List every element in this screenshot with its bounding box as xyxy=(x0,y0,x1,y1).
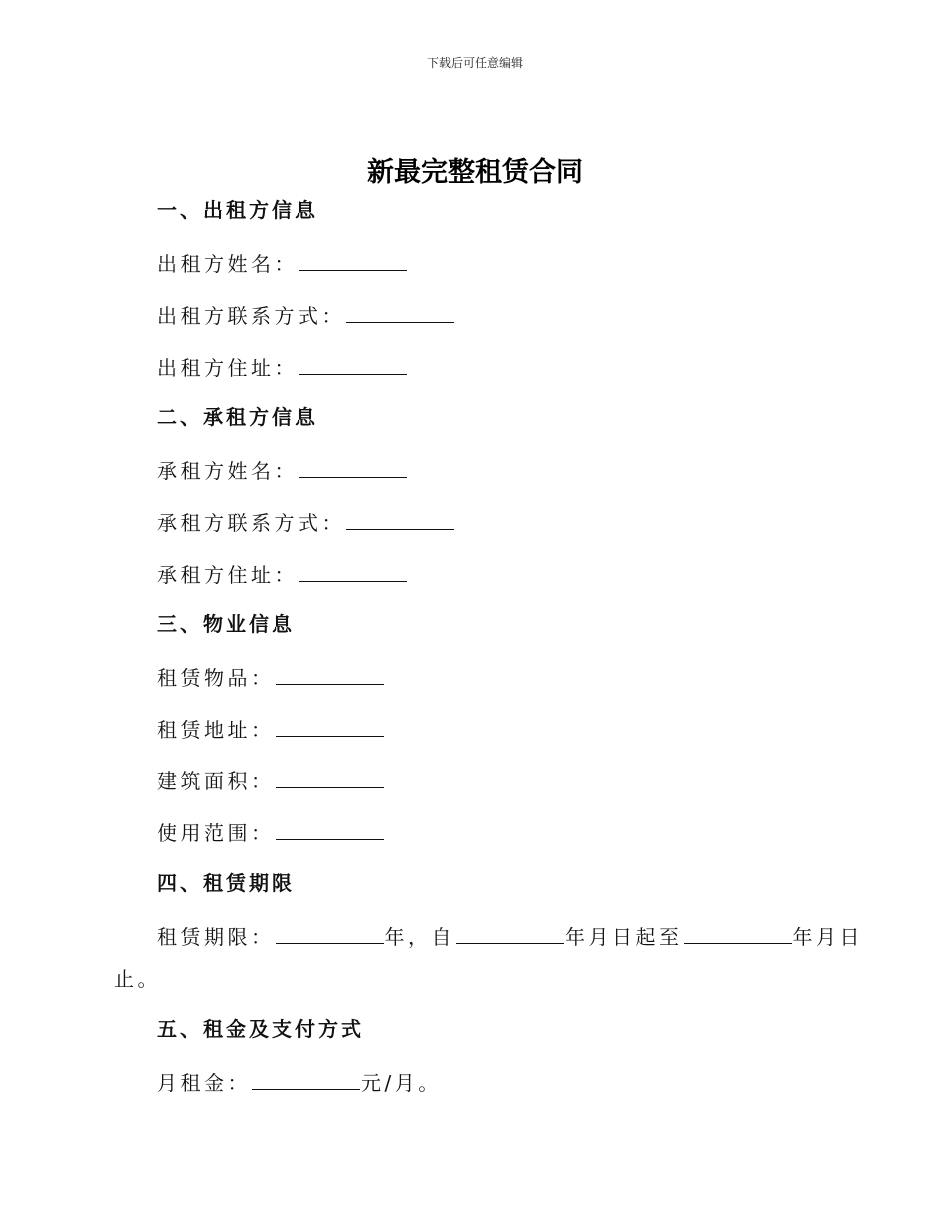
term-text: 年月日起至 xyxy=(565,925,683,949)
field-label: 出租方联系方式： xyxy=(157,304,345,328)
fill-blank[interactable] xyxy=(299,248,407,271)
field-label: 使用范围： xyxy=(157,821,275,845)
section-heading-property: 三、物业信息 xyxy=(157,612,295,636)
field-lessee-contact xyxy=(157,507,455,535)
fill-blank[interactable] xyxy=(252,1067,360,1090)
term-text: 年，自 xyxy=(384,925,455,949)
field-label: 月租金： xyxy=(157,1071,251,1095)
fill-blank[interactable] xyxy=(299,559,407,582)
field-property-scope xyxy=(157,817,385,845)
field-lessor-contact xyxy=(157,300,455,328)
document-title: 新最完整租赁合同 xyxy=(367,157,583,188)
field-label: 承租方姓名： xyxy=(157,459,298,483)
fill-blank-years[interactable] xyxy=(276,921,384,944)
field-property-address xyxy=(157,714,385,742)
fill-blank[interactable] xyxy=(276,714,384,737)
section-heading-lessee: 二、承租方信息 xyxy=(157,405,318,429)
term-line-end: 止。 xyxy=(114,967,161,991)
term-text: 年月日 xyxy=(792,925,863,949)
field-lease-term xyxy=(157,921,863,949)
fill-blank[interactable] xyxy=(346,507,454,530)
section-heading-lessor: 一、出租方信息 xyxy=(157,198,318,222)
field-lessor-name xyxy=(157,248,408,276)
field-label: 租赁物品： xyxy=(157,666,275,690)
field-lessee-name xyxy=(157,455,408,483)
rent-unit: 元/月。 xyxy=(361,1071,442,1095)
field-lessee-address xyxy=(157,559,408,587)
fill-blank[interactable] xyxy=(299,455,407,478)
fill-blank[interactable] xyxy=(276,765,384,788)
fill-blank-start-date[interactable] xyxy=(456,921,564,944)
fill-blank-end-date[interactable] xyxy=(684,921,792,944)
field-label: 出租方姓名： xyxy=(157,252,298,276)
field-label: 建筑面积： xyxy=(157,769,275,793)
fill-blank[interactable] xyxy=(346,300,454,323)
field-label: 承租方住址： xyxy=(157,563,298,587)
field-property-item xyxy=(157,662,385,690)
fill-blank[interactable] xyxy=(299,352,407,375)
field-label: 承租方联系方式： xyxy=(157,511,345,535)
fill-blank[interactable] xyxy=(276,817,384,840)
field-label: 出租方住址： xyxy=(157,356,298,380)
field-label: 租赁期限： xyxy=(157,925,275,949)
field-lessor-address xyxy=(157,352,408,380)
field-monthly-rent xyxy=(157,1067,442,1095)
page-header: 下载后可任意编辑 xyxy=(426,56,523,70)
fill-blank[interactable] xyxy=(276,662,384,685)
section-heading-rent: 五、租金及支付方式 xyxy=(157,1017,364,1041)
field-property-area xyxy=(157,765,385,793)
section-heading-term: 四、租赁期限 xyxy=(157,871,295,895)
field-label: 租赁地址： xyxy=(157,718,275,742)
